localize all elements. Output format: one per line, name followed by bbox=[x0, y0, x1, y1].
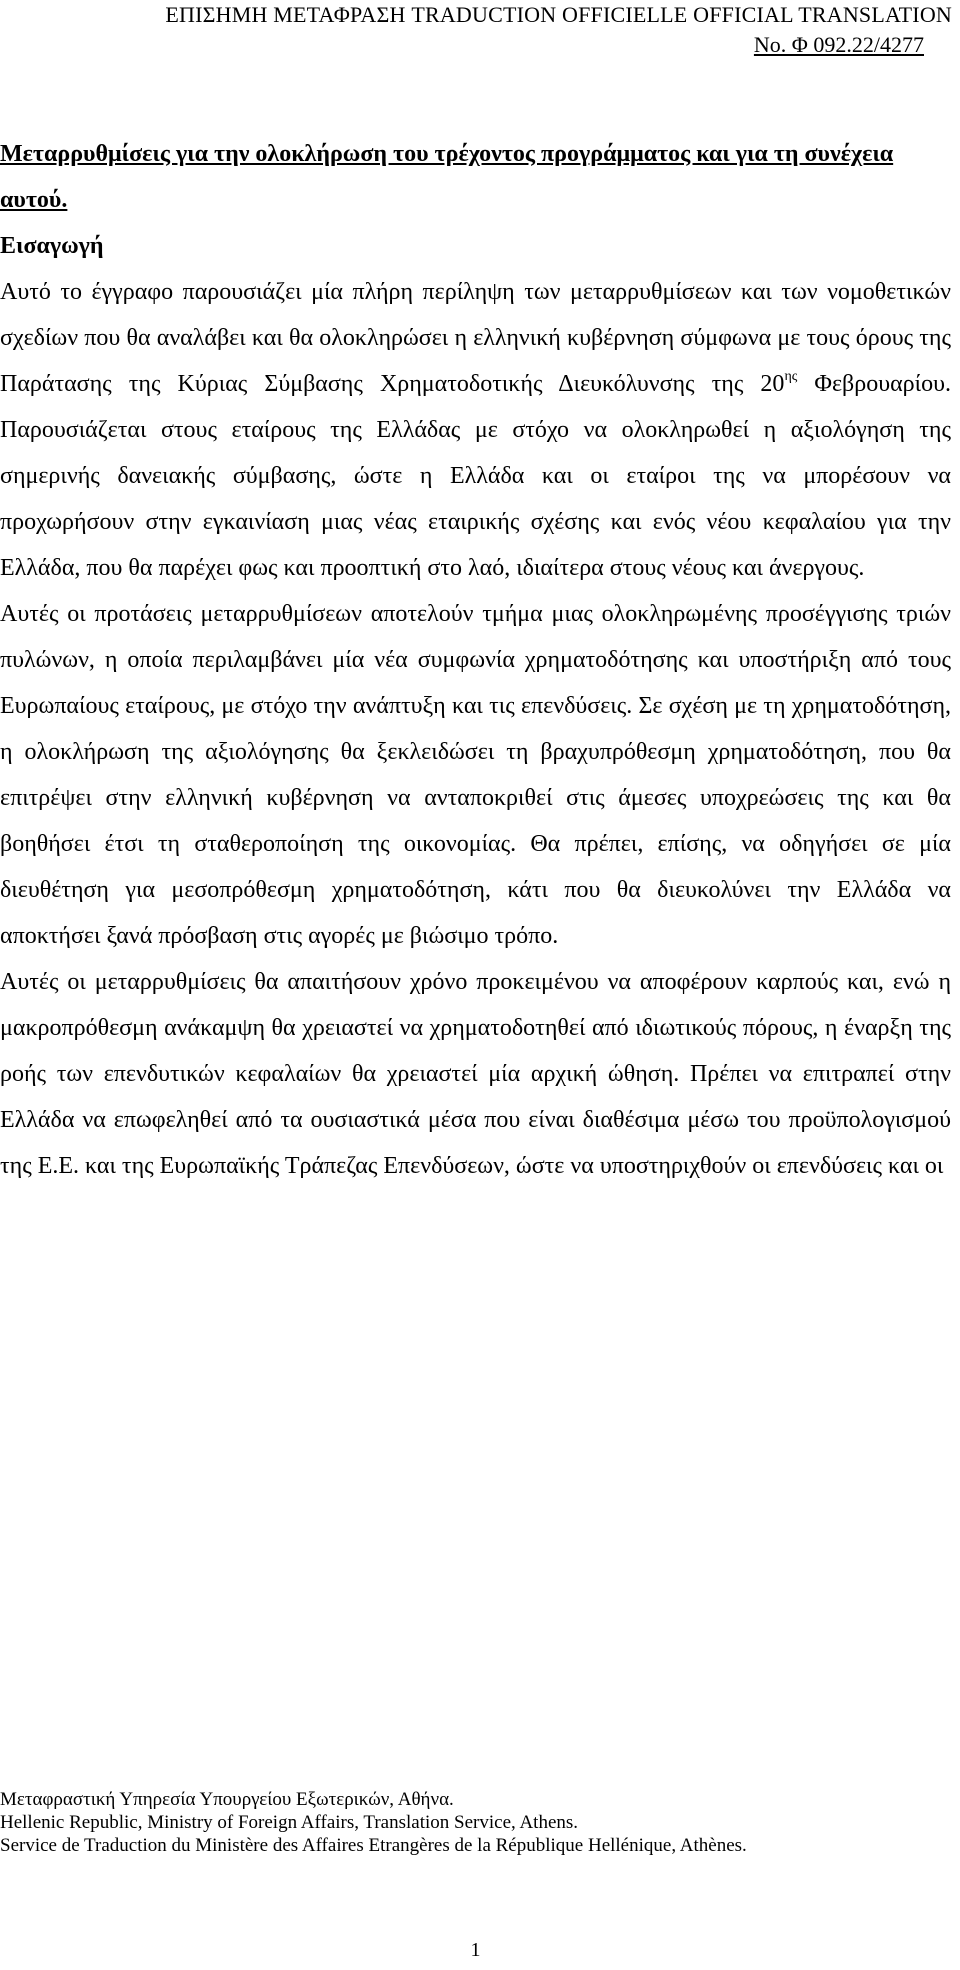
section-heading-introduction: Εισαγωγή bbox=[0, 233, 104, 259]
footer-line-french: Service de Traduction du Ministère des Affaires Etrangères de la République Hellénique, Athènes. bbox=[0, 1835, 747, 1856]
translation-service-footer bbox=[0, 1788, 951, 1857]
footer-line-greek: Μεταφραστική Υπηρεσία Υπουργείου Εξωτερικών, Αθήνα. bbox=[0, 1789, 454, 1810]
paragraph-1 bbox=[0, 269, 951, 591]
paragraph-2: Αυτές οι προτάσεις μεταρρυθμίσεων αποτελούν τμήμα μιας ολοκληρωμένης προσέγγισης τριών πυλώνων, η οποία περιλαμβάνει μία νέα συμφωνία χρηματοδότησης και υποστήριξη από τους Ευρωπαίους εταίρους, με στόχο την ανάπτυξη και τις επενδύσεις. Σε σχέση με τη χρηματοδότηση, η ολοκλήρωση της αξιολόγησης θα ξεκλειδώσει τη βραχυπρόθεσμη χρηματοδότηση, που θα επιτρέψει στην ελληνική κυβέρνηση να ανταποκριθεί στις άμεσες υποχρεώσεις της και θα βοηθήσει έτσι τη σταθεροποίηση της οικονομίας. Θα πρέπει, επίσης, να οδηγήσει σε μία διευθέτηση για μεσοπρόθεσμη χρηματοδότηση, κάτι που θα διευκολύνει την Ελλάδα να αποκτήσει ξανά πρόσβαση στις αγορές με βιώσιμο τρόπο. bbox=[0, 601, 951, 949]
page-number: 1 bbox=[470, 1939, 481, 1961]
document-title: Μεταρρυθμίσεις για την ολοκλήρωση του τρέχοντος προγράμματος και για τη συνέχεια αυτού. bbox=[0, 141, 894, 213]
document-body bbox=[0, 131, 951, 1189]
paragraph-1-ordinal-suffix: ης bbox=[784, 369, 798, 384]
header-official-translation-label: ΕΠΙΣΗΜΗ ΜΕΤΑΦΡΑΣΗ TRADUCTION OFFICIELLE OFFICIAL TRANSLATION bbox=[165, 2, 952, 27]
paragraph-1-text-start: Αυτό το έγγραφο παρουσιάζει μία πλήρη περίληψη των μεταρρυθμίσεων και των νομοθετικών σχεδίων που θα αναλάβει και θα ολοκληρώσει η ελληνική κυβέρνηση σύμφωνα με τους όρους της Παράτασης της Κύριας Σύμβασης Χρηματοδοτικής Διευκόλυνσης της 20 bbox=[0, 279, 951, 397]
footer-line-english: Hellenic Republic, Ministry of Foreign Affairs, Translation Service, Athens. bbox=[0, 1812, 579, 1833]
paragraph-1-text-end: Φεβρουαρίου. Παρουσιάζεται στους εταίρους της Ελλάδας με στόχο να ολοκληρωθεί η αξιολόγηση της σημερινής δανειακής σύμβασης, ώστε η Ελλάδα και οι εταίροι της να μπορέσουν να προχωρήσουν στην εγκαινίαση μιας νέας εταιρικής σχέσης και ενός νέου κεφαλαίου για την Ελλάδα, που θα παρέχει φως και προοπτική στο λαό, ιδιαίτερα στους νέους και άνεργους. bbox=[0, 371, 951, 581]
header-document-number: No. Φ 092.22/4277 bbox=[753, 32, 924, 57]
official-translation-header bbox=[0, 0, 952, 60]
paragraph-3: Αυτές οι μεταρρυθμίσεις θα απαιτήσουν χρόνο προκειμένου να αποφέρουν καρπούς και, ενώ η μακροπρόθεσμη ανάκαμψη θα χρειαστεί να χρηματοδοτηθεί από ιδιωτικούς πόρους, η έναρξη της ροής των επενδυτικών κεφαλαίων θα χρειαστεί μία αρχική ώθηση. Πρέπει να επιτραπεί στην Ελλάδα να επωφεληθεί από τα ουσιαστικά μέσα που είναι διαθέσιμα μέσω του προϋπολογισμού της Ε.Ε. και της Ευρωπαϊκής Τράπεζας Επενδύσεων, ώστε να υποστηριχθούν οι επενδύσεις και οι bbox=[0, 969, 951, 1179]
